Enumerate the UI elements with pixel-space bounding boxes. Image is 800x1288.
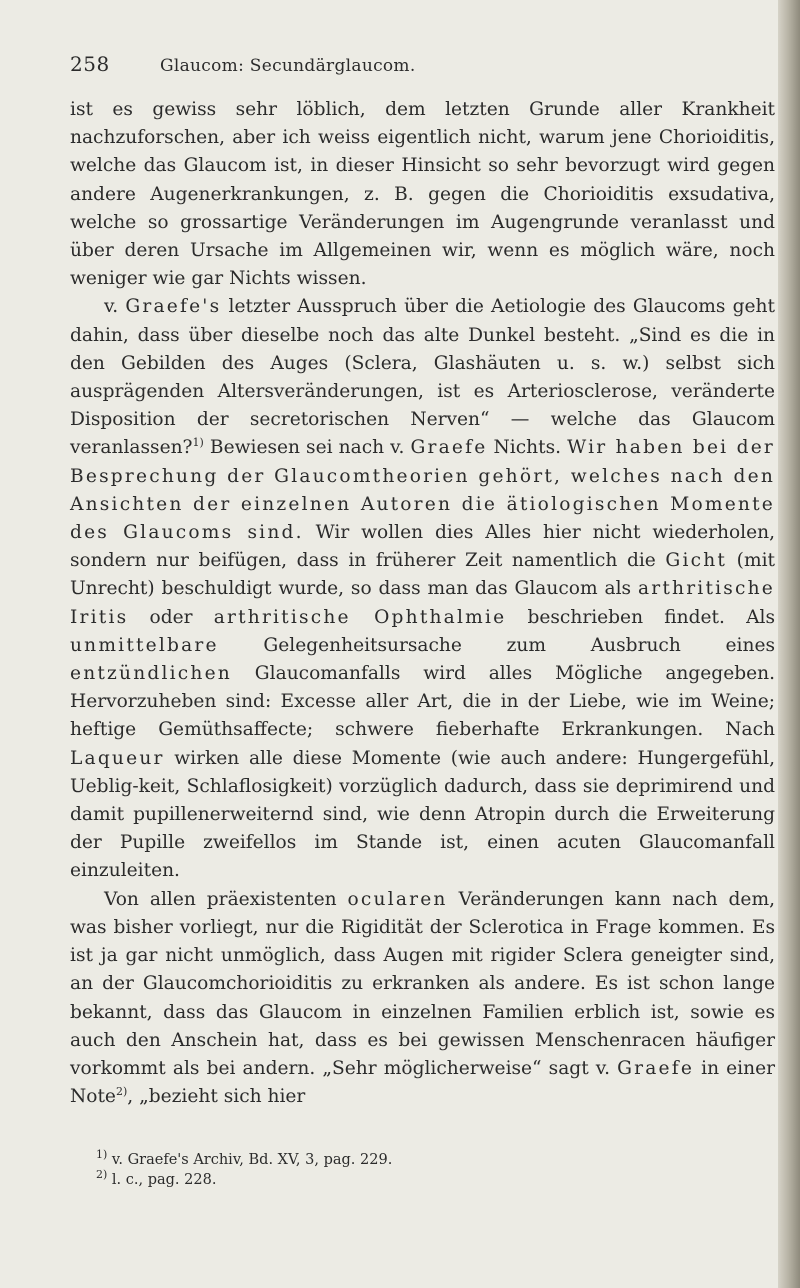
text-run: beschrieben findet. Als (506, 606, 775, 628)
paragraph-1 (70, 96, 775, 293)
emphasized-text: arthritische Iritis (70, 578, 775, 628)
page-number: 258 (70, 52, 110, 76)
footnote-text: v. Graefe's Archiv, Bd. XV, 3, pag. 229. (107, 1152, 393, 1168)
page-edge-shadow (778, 0, 800, 1288)
text-run: wirken alle diese Momente (wie auch andere: Hungergefühl, Ueblig-keit, Schlaflosigkeit) vorzüglich dadurch, dass sie deprimirend und damit pupillenerweiternd sind, wie denn Atropin durch die Erweiterung der Pupille zweifellos im Stande ist, einen acuten Glaucomanfall einzuleiten. (70, 747, 775, 882)
running-head: Glaucom: Secundärglaucom. (160, 56, 416, 76)
text-run: in einer Note (70, 1057, 775, 1108)
emphasized-text: Graefe's (125, 296, 222, 318)
footnote-reference: 1) (192, 436, 204, 450)
emphasized-text: Graefe (617, 1057, 695, 1079)
text-run: , „bezieht sich hier (127, 1086, 306, 1108)
text-run: Bewiesen sei nach v. (203, 437, 411, 459)
footnote-text: l. c., pag. 228. (107, 1172, 217, 1188)
footnote-mark: 1) (96, 1148, 108, 1162)
text-run: ist es gewiss sehr löblich, dem letzten Grunde aller Krankheit nachzuforschen, aber ich weiss eigentlich nicht, warum jene Chorioiditis, welche das Glaucom ist, in dieser Hinsicht so sehr bevorzugt wird gegen andere Augenerkrankungen, z. B. gegen die Chorioiditis exsudativa, welche so grossartige Veränderungen im Augengrunde veranlasst und über deren Ursache im Allgemeinen wir, wenn es möglich wäre, noch weniger wie gar Nichts wissen. (70, 99, 775, 290)
emphasized-text: Gicht (665, 550, 728, 572)
text-run: Gelegenheitsursache zum Ausbruch eines (218, 634, 775, 656)
emphasized-text: Wir haben bei der Besprechung der Glaucomtheorien gehört, welches nach den Ansichten der einzelnen Autoren die ätiologischen Momente des Glaucoms sind. (70, 437, 775, 544)
footnote-reference: 2) (115, 1084, 128, 1098)
paragraph-3 (70, 886, 775, 1112)
emphasized-text: ocularen (347, 888, 448, 910)
body-text (70, 96, 775, 1111)
text-run: oder (128, 606, 214, 628)
footnote-1 (96, 1150, 716, 1170)
footnote-2 (96, 1170, 716, 1190)
text-run: Veränderungen kann nach dem, was bisher vorliegt, nur die Rigidität der Sclerotica in Frage kommen. Es ist ja gar nicht unmöglich, dass Augen mit rigider Sclera geneigter sind, an der Glaucomchorioiditis zu erkranken als andere. Es ist schon lange bekannt, dass das Glaucom in einzelnen Familien erblich ist, sowie es auch den Anschein hat, dass es bei gewissen Menschenracen häufiger vorkommt als bei andern. „Sehr möglicherweise“ sagt v. (70, 888, 775, 1079)
text-run: v. (104, 296, 126, 318)
text-run: Nichts. (487, 437, 568, 459)
footnotes (96, 1150, 716, 1190)
text-run: Von allen präexistenten (104, 888, 348, 910)
page-header (70, 52, 770, 82)
footnote-mark: 2) (96, 1168, 108, 1182)
text-run: Wir wollen dies Alles hier nicht wiederholen, sondern nur beifügen, dass in früherer Zeit namentlich die (70, 522, 776, 572)
emphasized-text: Laqueur (70, 747, 165, 769)
emphasized-text: unmittelbare (70, 634, 219, 656)
emphasized-text: Graefe (410, 437, 488, 459)
emphasized-text: arthritische Ophthalmie (213, 606, 507, 628)
text-run: Glaucomanfalls wird alles Mögliche angegeben. Hervorzuheben sind: Excesse aller Art, die in der Liebe, wie im Weine; heftige Gemüthsaffecte; schwere fieberhafte Erkrankungen. Nach (70, 663, 775, 741)
text-run: letzter Ausspruch über die Aetiologie des Glaucoms geht dahin, dass über dieselbe noch das alte Dunkel besteht. „Sind es die in den Gebilden des Auges (Sclera, Glashäuten u. s. w.) selbst sich ausprägenden Altersveränderungen, ist es Arteriosclerose, veränderte Disposition der secretorischen Nerven“ — welche das Glaucom veranlassen? (70, 296, 775, 459)
emphasized-text: entzündlichen (70, 663, 232, 685)
text-run: (mit Unrecht) beschuldigt wurde, so dass man das Glaucom als (70, 550, 775, 600)
paragraph-2 (70, 293, 775, 885)
